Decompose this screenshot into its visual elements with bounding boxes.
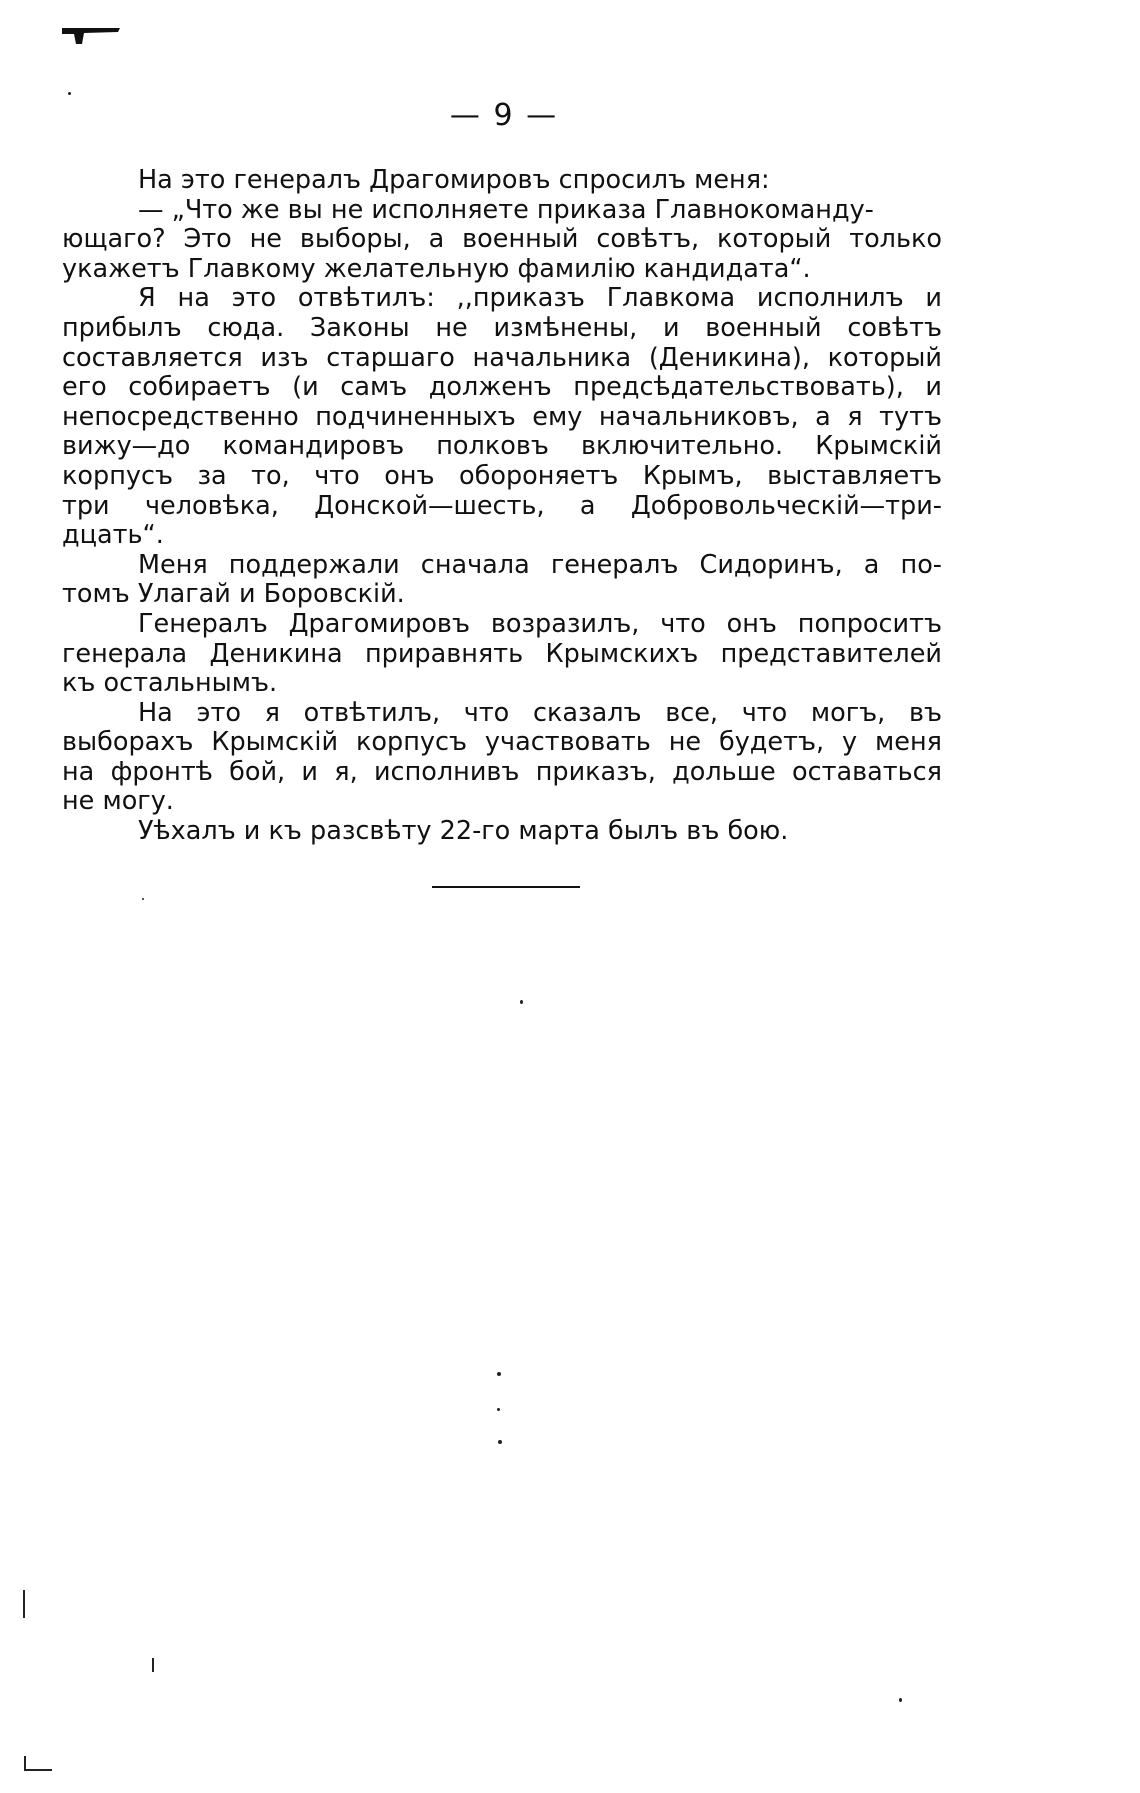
scan-line-artifact [152, 1658, 154, 1672]
text-line: непосредственно подчиненныхъ ему начальниковъ, а я тутъ [62, 401, 942, 432]
text-line: На это я отвѣтилъ, что сказалъ все, что могъ, въ [138, 697, 942, 728]
text-line: Я на это отвѣтилъ: ,,приказъ Главкома исполнилъ и [138, 283, 942, 314]
text-line: на фронтѣ бой, и я, исполнивъ приказъ, дольше оставаться [62, 756, 942, 787]
scan-speck [899, 1698, 902, 1702]
scan-line-artifact [24, 1756, 26, 1770]
text-line: не могу. [62, 786, 174, 817]
scan-speck [497, 1372, 501, 1376]
text-line: укажетъ Главкому желательную фамилію кандидата“. [62, 253, 811, 284]
text-line: выборахъ Крымскій корпусъ участвовать не будетъ, у меня [62, 727, 942, 758]
text-line: корпусъ за то, что онъ обороняетъ Крымъ, выставляетъ [62, 460, 942, 491]
scan-speck [497, 1408, 500, 1411]
text-line: прибылъ сюда. Законы не измѣнены, и военный совѣтъ [62, 312, 942, 343]
text-line: три человѣка, Донской—шесть, а Добровольческій—три- [62, 490, 942, 521]
text-line: — „Что же вы не исполняете приказа Главнокоманду- [138, 194, 874, 225]
text-line: Генералъ Драгомировъ возразилъ, что онъ попроситъ [138, 608, 942, 639]
scan-speck [520, 1000, 523, 1004]
text-line: ющаго? Это не выборы, а военный совѣтъ, который только [62, 224, 942, 255]
body-text [62, 166, 942, 847]
text-line: къ остальнымъ. [62, 668, 278, 699]
scan-corner-mark [62, 26, 120, 44]
scan-speck [498, 1440, 502, 1444]
text-line: томъ Улагай и Боровскій. [62, 579, 405, 610]
text-line: генерала Деникина приравнять Крымскихъ представителей [62, 638, 942, 669]
scan-speck [68, 92, 71, 95]
scan-line-artifact [23, 1590, 25, 1618]
text-line: вижу—до командировъ полковъ включительно. Крымскій [62, 431, 942, 462]
text-line: его собираетъ (и самъ долженъ предсѣдательствовать), и [62, 372, 942, 403]
text-line: Меня поддержали сначала генералъ Сидоринъ, а по- [138, 549, 942, 580]
scan-line-artifact [24, 1769, 52, 1771]
text-line: Уѣхалъ и къ разсвѣту 22-го марта былъ въ бою. [138, 816, 789, 847]
text-line: дцать“. [62, 520, 164, 551]
section-end-rule [432, 886, 580, 888]
text-line: На это генералъ Драгомировъ спросилъ меня: [138, 165, 770, 195]
page-number: — 9 — [449, 98, 559, 133]
scan-speck [142, 898, 144, 900]
text-line: составляется изъ старшаго начальника (Деникина), который [62, 342, 942, 373]
